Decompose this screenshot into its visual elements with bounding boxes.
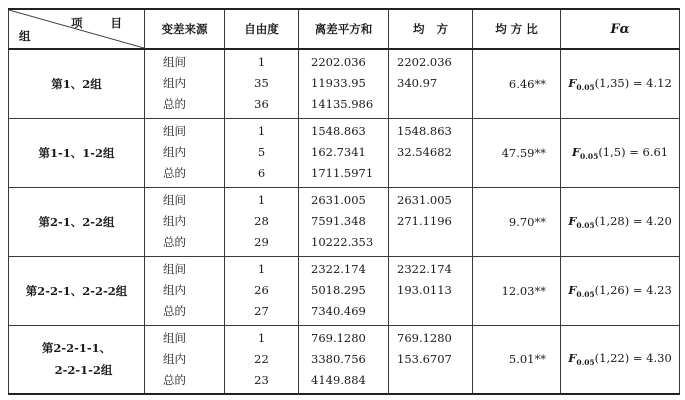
fratio-cell: 12.03** (473, 256, 561, 325)
ms-cell (389, 187, 473, 256)
fa-cell (561, 49, 680, 118)
table-row (9, 49, 680, 118)
ms-cell (389, 118, 473, 187)
ss-within: 5018.295 (311, 283, 366, 297)
ms-within: 153.6707 (397, 351, 452, 366)
fratio-cell: 6.46** (473, 49, 561, 118)
source-within: 组内 (163, 214, 186, 228)
df-total: 23 (254, 372, 269, 387)
group-name (9, 49, 145, 118)
df-within: 22 (254, 351, 269, 366)
table-row (9, 118, 680, 187)
header-row (9, 9, 680, 49)
ms-between: 769.1280 (397, 330, 452, 345)
ms-between: 2202.036 (397, 55, 452, 70)
ss-between: 2202.036 (311, 55, 366, 70)
source-between: 组间 (163, 262, 186, 276)
group-name (9, 187, 145, 256)
anova-table (8, 8, 680, 395)
ss-within: 7591.348 (311, 214, 366, 228)
fa-subscript: 0.05 (576, 358, 595, 368)
source-cell (145, 325, 225, 394)
ss-between: 1548.863 (311, 124, 366, 138)
ms-total (389, 370, 472, 391)
ss-cell (299, 118, 389, 187)
ss-within: 162.7341 (311, 145, 366, 159)
fa-value: (1,35) = 4.12 (594, 75, 672, 90)
df-within: 28 (254, 214, 269, 228)
source-cell (145, 49, 225, 118)
fa-cell (561, 187, 680, 256)
source-within: 组内 (163, 283, 186, 297)
ms-between: 2322.174 (397, 262, 452, 276)
ss-within: 11933.95 (311, 76, 366, 91)
df-cell (225, 256, 299, 325)
ms-total (389, 232, 472, 253)
fa-value: (1,5) = 6.61 (598, 144, 669, 159)
ms-between: 1548.863 (397, 124, 452, 138)
source-total: 总的 (163, 235, 186, 249)
df-total: 36 (254, 97, 269, 112)
fa-value: (1,22) = 4.30 (594, 351, 672, 366)
df-cell (225, 187, 299, 256)
header-df: 自由度 (225, 9, 299, 49)
ss-between: 769.1280 (311, 330, 366, 345)
ms-between: 2631.005 (397, 193, 452, 207)
ms-within: 32.54682 (397, 145, 452, 159)
fa-label: F (568, 351, 577, 366)
group-name-line1: 第1-1、1-2组 (38, 145, 115, 160)
df-total: 6 (257, 166, 266, 180)
df-cell (225, 118, 299, 187)
fratio-cell: 5.01** (473, 325, 561, 394)
header-diagonal-cell (9, 9, 145, 49)
ms-within: 271.1196 (397, 214, 452, 228)
header-group-label: 组 (19, 29, 31, 43)
ms-within: 193.0113 (397, 283, 452, 297)
ms-total (389, 94, 472, 115)
ms-cell (389, 256, 473, 325)
ms-cell (389, 325, 473, 394)
header-fa-main: F (610, 21, 620, 37)
fa-subscript: 0.05 (576, 82, 595, 92)
ss-cell (299, 325, 389, 394)
df-between: 1 (257, 193, 266, 207)
df-cell (225, 49, 299, 118)
df-cell (225, 325, 299, 394)
ss-total: 1711.5971 (311, 166, 374, 180)
fa-label: F (571, 144, 581, 159)
df-between: 1 (257, 55, 266, 70)
header-item-label: 项 目 (70, 16, 134, 30)
header-ms-label: 均 方 (412, 22, 448, 36)
fa-cell (561, 118, 680, 187)
df-between: 1 (257, 124, 266, 138)
ss-cell (299, 49, 389, 118)
group-name-line2: 2-2-1-2组 (54, 363, 113, 378)
ss-within: 3380.756 (311, 351, 366, 366)
fratio-cell: 47.59** (473, 118, 561, 187)
fa-subscript: 0.05 (576, 289, 595, 299)
ss-total: 14135.986 (311, 97, 374, 112)
ss-cell (299, 187, 389, 256)
ss-between: 2322.174 (311, 262, 366, 276)
ss-total: 7340.469 (311, 304, 366, 318)
df-within: 26 (254, 283, 269, 297)
fa-value: (1,26) = 4.23 (594, 282, 672, 297)
ms-cell (389, 49, 473, 118)
group-name (9, 256, 145, 325)
header-fratio: 均 方 比 (473, 9, 561, 49)
group-name (9, 118, 145, 187)
source-between: 组间 (163, 193, 186, 207)
source-cell (145, 118, 225, 187)
group-name-line1: 第2-2-1、2-2-2组 (25, 283, 128, 298)
header-ms (389, 9, 473, 49)
ss-between: 2631.005 (311, 193, 366, 207)
ss-total: 4149.884 (311, 372, 366, 387)
table-row (9, 256, 680, 325)
source-cell (145, 256, 225, 325)
source-between: 组间 (163, 124, 186, 138)
group-name-line1: 第1、2组 (51, 76, 102, 91)
fa-cell (561, 325, 680, 394)
table-row (9, 187, 680, 256)
group-name-line1: 第2-2-1-1、 (41, 341, 112, 356)
ms-total (389, 301, 472, 322)
df-between: 1 (257, 262, 266, 276)
source-within: 组内 (163, 145, 186, 159)
ss-cell (299, 256, 389, 325)
fratio-cell: 9.70** (473, 187, 561, 256)
header-source: 变差来源 (145, 9, 225, 49)
fa-label: F (568, 282, 577, 297)
source-total: 总的 (163, 97, 186, 112)
source-within: 组内 (163, 351, 186, 366)
df-between: 1 (257, 330, 266, 345)
source-cell (145, 187, 225, 256)
source-between: 组间 (163, 330, 186, 345)
ms-within: 340.97 (397, 76, 438, 91)
table-body (9, 49, 680, 394)
fa-subscript: 0.05 (576, 220, 595, 230)
header-fa-sub: α (619, 21, 630, 37)
source-total: 总的 (163, 372, 186, 387)
ss-total: 10222.353 (311, 235, 374, 249)
fa-label: F (568, 213, 577, 228)
fa-cell (561, 256, 680, 325)
ms-total (389, 163, 472, 184)
df-total: 29 (254, 235, 269, 249)
source-within: 组内 (163, 76, 186, 91)
source-total: 总的 (163, 304, 186, 318)
group-name (9, 325, 145, 394)
df-within: 35 (254, 76, 269, 91)
fa-subscript: 0.05 (580, 151, 599, 161)
fa-label: F (568, 75, 577, 90)
header-fa (561, 9, 680, 49)
header-ss: 离差平方和 (299, 9, 389, 49)
df-within: 5 (257, 145, 266, 159)
source-total: 总的 (163, 166, 186, 180)
source-between: 组间 (163, 55, 186, 70)
fa-value: (1,28) = 4.20 (594, 213, 672, 228)
table-row (9, 325, 680, 394)
group-name-line1: 第2-1、2-2组 (38, 214, 115, 229)
df-total: 27 (254, 304, 269, 318)
